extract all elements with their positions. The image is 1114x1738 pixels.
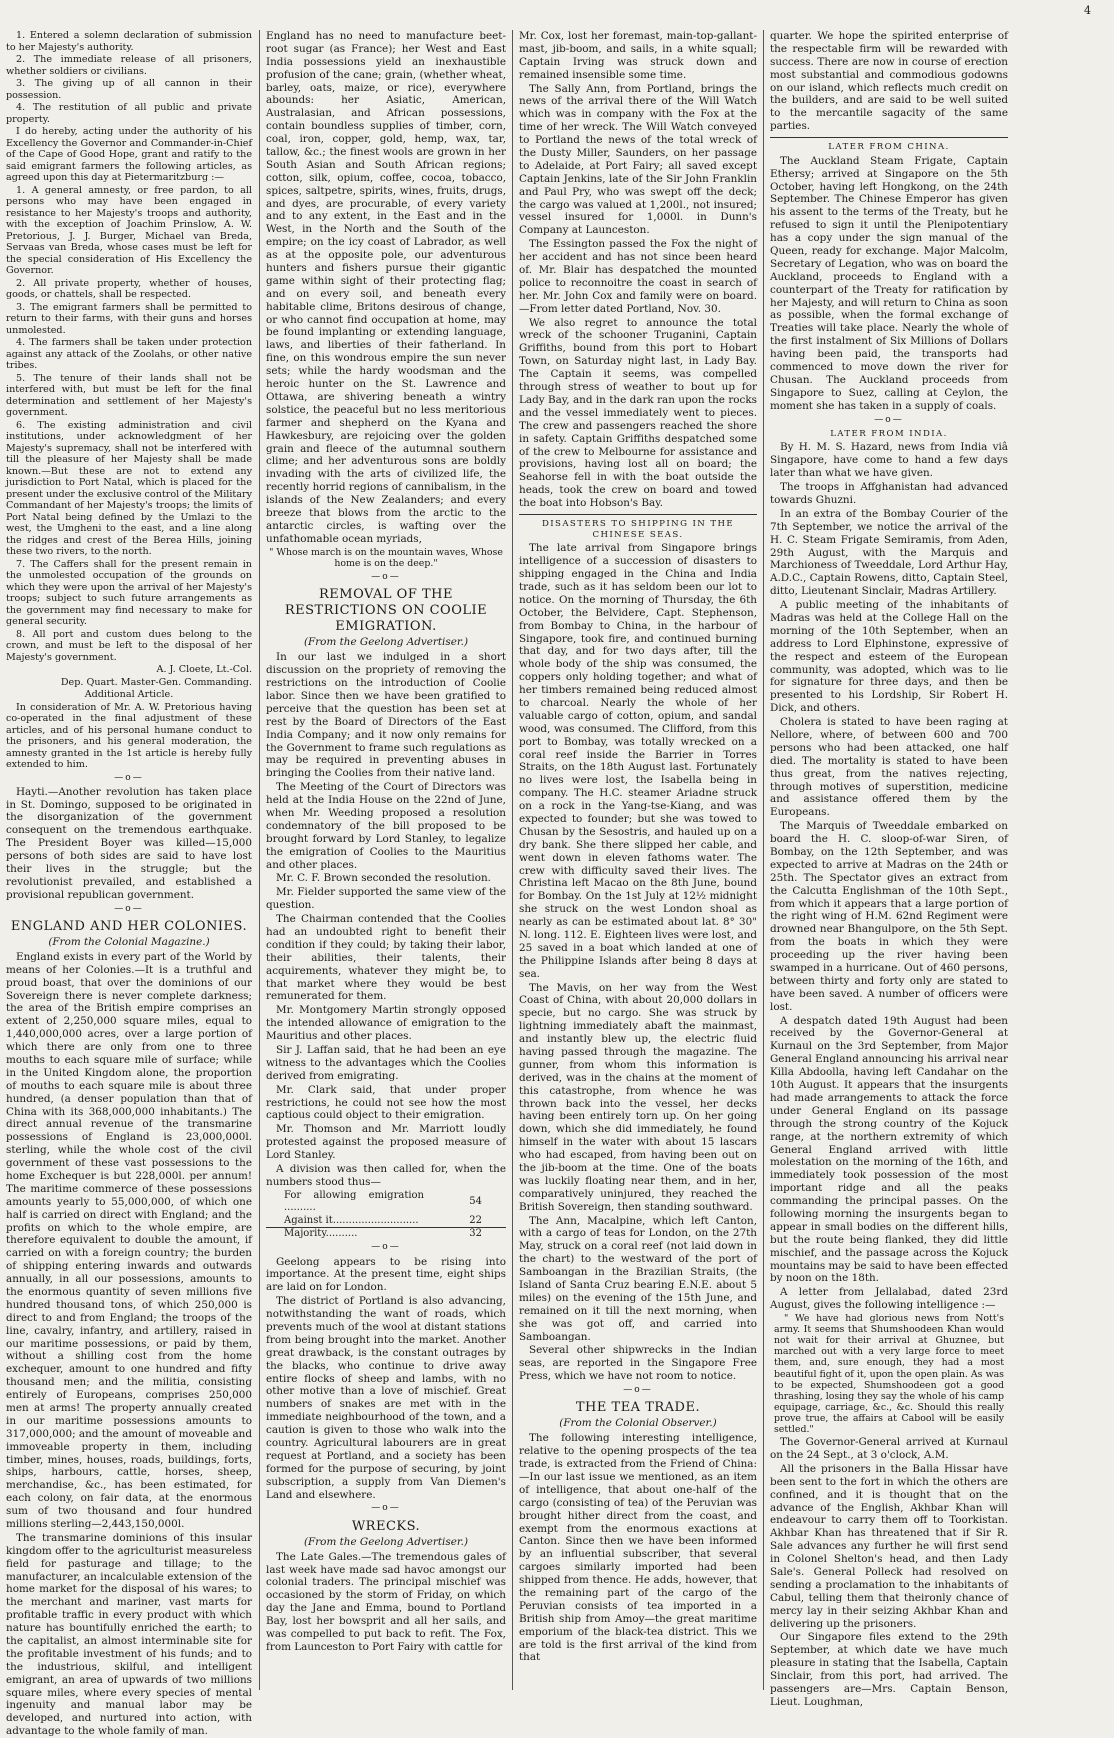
colonies-heading: ENGLAND AND HER COLONIES.: [10, 918, 248, 934]
wrecks-paragraph: The Late Gales.—The tremendous gales of last week have made sad havoc amongst our colonial traders. The principal mischief was occasioned by the storm of Friday, on which day the Jane and Emma, bound to Portland Bay, lost her bowsprit and all her sails, and was compelled to put back to refit. The Fox, from Launceston to Port Fairy with cattle for: [266, 1550, 506, 1653]
india-paragraph: A public meeting of the inhabitants of Madras was held at the College Hall on the morning of the 10th September, when an address to Lord Elphinstone, expressive of the respect and esteem of the European community, was adopted, which was to lie for signature for three days, and then be presented to his Lordship, Sir Robert H. Dick, and others.: [770, 599, 1008, 715]
additional-article-text: In consideration of Mr. A. W. Pretorious having co-operated in the final adjustment of these articles, and of his personal humane conduct to the prisoners, and his general moderation, the amnesty granted in the 1st article is hereby fully extended to him.: [6, 701, 252, 770]
vote-label: For allowing emigration ..........: [284, 1189, 424, 1214]
coolie-paragraph: The Meeting of the Court of Directors was held at the India House on the 22nd of June, when Mr. Weeding proposed a resolution condemnatory of the bill proposed to be brought forward by Lord Stanley, to legalize the emigration of Coolies to the Mauritius and other places.: [266, 781, 506, 871]
coolie-paragraph: In our last we indulged in a short discussion on the propriety of removing the restrictions on the introduction of Coolie labor. Since then we have been gratified to perceive that the question has been set at rest by the Board of Directors of the East India Company; and it now only remains for the Government to frame such regulations as may be required in preventing abuses in bringing the Coolies from their native land.: [266, 651, 506, 780]
article-item: 4. The restitution of all public and private property.: [6, 102, 252, 125]
column-rule: [763, 30, 764, 1690]
section-separator: —o—: [114, 903, 144, 914]
treaty-intro: I do hereby, acting under the authority of his Excellency the Governor and Commander-in-Chief of the Cape of Good Hope, grant and ratify to the said emigrant farmers the following articles, as agreed upon this day at Pietermaritzburg :—: [6, 126, 252, 183]
india-paragraph: The troops in Affghanistan had advanced towards Ghuzni.: [770, 481, 1008, 506]
india-paragraph: Our Singapore files extend to the 29th September, at which date we have much pleasure in stating that the Isabella, Captain Sinclair, from this port, had arrived. The passengers are—Mrs. Captain Benson, Lieut. Loughman,: [770, 1631, 1008, 1708]
coolie-paragraph: Mr. Clark said, that under proper restrictions, he could not see how the most captious could object to their emigration.: [266, 1083, 506, 1122]
section-separator: —o—: [623, 1385, 653, 1396]
india-paragraph: In an extra of the Bombay Courier of the 7th September, we notice the arrival of the H. C. Steam Frigate Semiramis, from Aden, 29th August, with the Marquis and Marchioness of Tweeddale, Lord Arthur Hay, A.D.C., Captain Rowens, ditto, Captain Steel, ditto, Lieutenant Sinclair, Madras Artillery.: [770, 507, 1008, 598]
section-separator: —o—: [874, 414, 904, 425]
article-item: 7. The Caffers shall for the present remain in the unmolested occupation of the grounds on which they were upon the arrival of her Majesty's troops; subject to such future arrangements as the government may find necessary to make for general security.: [6, 558, 252, 627]
article-item: 3. The emigrant farmers shall be permitted to return to their farms, with their guns and horses unmolested.: [6, 301, 252, 336]
coolie-paragraph: Mr. Montgomery Martin strongly opposed the intended allowance of emigration to the Mauritius and other places.: [266, 1004, 506, 1043]
divider: [519, 514, 757, 515]
article-item: 1. Entered a solemn declaration of submission to her Majesty's authority.: [6, 30, 252, 53]
section-separator: —o—: [371, 1242, 401, 1253]
colonies-continued: England has no need to manufacture beet-root sugar (as France); her West and East India possessions yield an inexhaustible profusion of the cane; grain, (whether wheat, barley, oats, maize, or rice), everywhere abounds: her Asiatic, American, Australasian, and African possessions, contain boundless supplies of timber, corn, coal, iron, copper, gold, hemp, wax, tar, tallow, &c.; the finest wools are grown in her South Asian and South African regions; cotton, silk, opium, coffee, cocoa, tobacco, spices, saltpetre, spirits, wines, fruits, drugs, and dyes, are procurable, of every variety and to any extent, in the East and in the West, in the North and the South of the empire; on the icy coast of Labrador, as well as at the opposite pole, our adventurous hunters and fishers pursue their gigantic game within sight of their protecting flag; and on every soil, and beneath every habitable clime, Britons desirous of change, or who cannot find occupation at home, may be found implanting or extending language, laws, and liberties of their fatherland. In fine, on this wondrous empire the sun never sets; while the hardy woodsman and the heroic hunter on the St. Lawrence and Ottawa, are shivering beneath a wintry solstice, the peaceful but no less meritorious farmer and shepherd on the Kyana and Hawkesbury, are rejoicing over the golden grain and fleece of the autumnal southern clime; and her adventurous sons are boldly invading with the arts of civilized life, the recently horrid regions of cannibalism, in the islands of the New Zealanders; and every breeze that blows from the arctic to the antarctic circles, is wafting over the unfathomable ocean myriads,: [266, 30, 506, 545]
section-separator: —o—: [114, 772, 144, 783]
disasters-heading: DISASTERS TO SHIPPING IN THE CHINESE SEAS.: [541, 518, 735, 540]
india-paragraph: The Governor-General arrived at Kurnaul on the 24 Sept., at 3 o'clock, A.M.: [770, 1436, 1008, 1461]
tea-source: (From the Colonial Observer.): [559, 1417, 717, 1430]
signature-title: Dep. Quart. Master-Gen. Commanding.: [60, 676, 252, 688]
coolie-paragraph: Mr. C. F. Brown seconded the resolution.: [276, 872, 491, 885]
geelong-paragraph: Geelong appears to be rising into importance. At the present time, eight ships are laid on for London.: [266, 1255, 506, 1294]
china-paragraph: The Auckland Steam Frigate, Captain Ethersy; arrived at Singapore on the 5th October, having left Hongkong, on the 24th September. The Chinese Emperor has given his assent to the terms of the Treaty, but he refused to sign it until the Plenipotentiary has a copy under the sign manual of the Queen, ready for exchange. Major Malcolm, Secretary of Legation, who was on board the Auckland, proceeds to England with a counterpart of the Treaty for ratification by her Majesty, and will return to China as soon as possible, when the formal exchange of Treaties will take place. Nearly the whole of the first instalment of Six Millions of Dollars having been paid, the transports had commenced to move down the river for Chusan. The Auckland proceeds from Singapore to Suez, calling at Ceylon, the moment she has taken in a supply of coals.: [770, 154, 1008, 412]
verse-quote: " Whose march is on the mountain waves, Whose home is on the deep.": [269, 546, 503, 570]
section-separator: —o—: [371, 571, 401, 582]
column-2: [266, 30, 506, 1690]
coolie-paragraph: Mr. Thomson and Mr. Marriott loudly protested against the proposed measure of Lord Stanley.: [266, 1123, 506, 1162]
article-item: 2. The immediate release of all prisoners, whether soldiers or civilians.: [6, 54, 252, 77]
wrecks-continued: The Essington passed the Fox the night of her accident and has not since been heard of. Mr. Blair has despatched the mounted police to reconnoitre the coast in search of her. Mr. John Cox and family were on board.—From letter dated Portland, Nov. 30.: [519, 238, 757, 315]
additional-article-heading: Additional Article.: [84, 689, 174, 700]
vote-row: [266, 1228, 506, 1241]
coolie-paragraph: The Chairman contended that the Coolies had an undoubted right to benefit their condition if they could; by taking their labor, their abilities, their talents, their acquirements, whatever they might be, to that market where they would be best remunerated for them.: [266, 913, 506, 1003]
india-paragraph: Cholera is stated to have been raging at Nellore, where, of between 600 and 700 persons who had been attacked, one half died. The mortality is stated to have been thus great, from the natives rejecting, through motives of superstition, medicine and assistance offered them by the Europeans.: [770, 716, 1008, 819]
article-item: 8. All port and custom dues belong to the crown, and must be left to the disposal of her Majesty's government.: [6, 628, 252, 663]
india-paragraph: The Marquis of Tweeddale embarked on board the H. C. sloop-of-war Siren, of Bombay, on the 12th September, and was expected to arrive at Madras on the 24th or 25th. The Spectator gives an extract from the Calcutta Englishman of the 10th Sept., from which it appears that a large portion of the right wing of H.M. 62nd Regiment were drowned near Bhangulpore, on the 5th Sept. from the boats in which they were proceeding up the river having been swamped in a hurricane. Out of 460 persons, between thirty and forty only are stated to have been saved. A number of officers were lost.: [770, 820, 1008, 1013]
india-paragraph: All the prisoners in the Balla Hissar have been sent to the fort in which the others are confined, and it is thought that on the advance of the English, Akhbar Khan will endeavour to carry them off to Toorkistan. Akhbar Khan has threatened that if Sir R. Sale advances any further he will first send in Colonel Shelton's head, and then Lady Sale's. General Polleck had resolved on sending a proclamation to the inhabitants of Cabul, telling them that theironly chance of mercy lay in their seizing Akhbar Khan and delivering up the prisoners.: [770, 1462, 1008, 1630]
vote-count: 22: [469, 1214, 482, 1226]
column-rule: [259, 30, 260, 1690]
colonies-source: (From the Colonial Magazine.): [48, 935, 210, 948]
vote-row: [266, 1215, 506, 1228]
coolie-paragraph: Sir J. Laffan said, that he had been an eye witness to the advantages which the Coolies derived from emigrating.: [266, 1044, 506, 1082]
vote-count: 54: [469, 1196, 482, 1208]
column-3: [519, 30, 757, 1690]
disasters-paragraph: The late arrival from Singapore brings intelligence of a succession of disasters to shipping engaged in the China and India trade, such as it has seldom been our lot to notice. On the morning of Thursday, the 6th October, the Belvidere, Capt. Stephenson, from Bombay to China, in the harbour of Singapore, took fire, and continued burning that day, and for two days after, till the whole body of the ship was consumed, the coppers only holding together; and what of her timbers remained being reduced almost to charcoal. Nearly the whole of her valuable cargo of cotton, opium, and sandal wood, was consumed. The Clifford, from this port to Bombay, was totally wrecked on a coral reef inside the Barrier in Torres Straits, on the 18th August last. Fortunately no lives were lost, the Isabella being in company. The H.C. steamer Ariadne struck on a rock in the Yang-tse-Kiang, and was expected to founder; but she was towed to Chusan by the Sesostris, and hauled up on a dry bank. She there slipped her cable, and went down in eleven fathoms water. The crew with difficulty saved their lives. The Christina left Macao on the 8th June, bound for Bombay. On the 1st July at 12½ midnight she struck on the west London shoal as nearly as can be estimated about lat. 8° 30" N. long. 112. E. Eighteen lives were lost, and 25 saved in a boat which landed at one of the Philippine Islands after being 8 days at sea.: [519, 542, 757, 980]
india-paragraph: A despatch dated 19th August had been received by the Governor-General at Kurnaul on the 3rd September, from Major General England announcing his arrival near Killa Abdoolla, having left Candahar on the 10th August. It appears that the insurgents had made arrangements to attack the force under General England on its passage through the strong country of the Kojuck range, at the northern extremity of which General England arrived with little molestation on the morning of the 16th, and immediately took possession of the most important ridge and all the peaks commanding the principal passes. On the following morning the insurgents began to appear in small bodies on the different hills, but the route being flanked, they did little mischief, and the passage across the Kojuck mountains may be said to have been effected by noon on the 18th.: [770, 1014, 1009, 1285]
vote-label: Against it...........................: [284, 1214, 419, 1226]
page-number: 4: [1084, 4, 1091, 17]
article-item: 6. The existing administration and civil institutions, under acknowledgment of her Majesty's supremacy, shall not be interfered with till the pleasure of her Majesty shall be made known.—But these are not to extend any jurisdiction to Port Natal, which is placed for the present under the exclusive control of the Military Commandant of her Majesty's troops; the limits of Port Natal being defined by the Umlazi to the west, the Umgheni to the east, and a line along the ridges and crest of the Berea Hills, joining these two rivers, to the north.: [6, 419, 252, 557]
coolie-source: (From the Geelong Advertiser.): [303, 636, 469, 649]
colonies-paragraph: England exists in every part of the World by means of her Colonies.—It is a truthful and proud boast, that over the dominions of our Sovereign there is never complete darkness; the area of the British empire comprises an extent of 2,250,000 square miles, equal to 1,440,000,000 acres, over a large portion of which there are only from one to three mouths to each square mile of surface; while in the United Kingdom alone, the proportion of mouths to each square mile is about three hundred, (a denser population than that of China with its 368,000,000 inhabitants.) The direct annual revenue of the transmarine possessions of England is 23,000,000l. sterling, while the whole cost of the civil government of these vast possessions to the home Exchequer is but 228,000l. per annum! The maritime commerce of these possessions amounts yearly to 55,000,000, of which one half is carried on direct with England; and the profits on which to the whole empire, are therefore equivalent to double the amount, if carried on with a foreign country; the burden of shipping entering inwards and outwards annually, in all our possessions, amounts to the enormous quantity of seven millions five hundred thousand tons, of which 250,000 is direct to and from England; the troops of the line, cavalry, infantry, and artillery, raised in our maritime possessions, or paid by them, without a shilling cost from the home exchequer, amount to one hundred and fifty thousand men; and the militia, consisting entirely of Europeans, comprises 250,000 men at arms! The property annually created in our maritime possessions amounts to 317,000,000; and the amount of moveable and immoveable property in them, including timber, mines, houses, roads, buildings, forts, ships, harbours, cattle, horses, sheep, merchandise, &c., has been estimated, for each colony, on fair data, at the enormous sum of two thousand and four hundred millions sterling—2,443,150,000l.: [6, 950, 252, 1531]
article-item: 4. The farmers shall be taken under protection against any attack of the Zoolahs, or other native tribes.: [6, 337, 252, 371]
disasters-paragraph: Several other shipwrecks in the Indian seas, are reported in the Singapore Free Press, which we have not room to notice.: [519, 1344, 757, 1383]
article-item: 3. The giving up of all cannon in their possession.: [6, 78, 252, 101]
disasters-paragraph: The Mavis, on her way from the West Coast of China, with about 20,000 dollars in specie, but no cargo. She was struck by lightning immediately abaft the mainmast, and instantly blew up, the electric fluid having passed through the magazine. The gunner, from whom this information is derived, was in the chains at the moment of this catastrophe, from whence he was thrown back into the vessel, her decks having been entirely torn up. On her going down, which she did immediately, he found himself in the water with about 15 lascars who had escaped, from having been out on the jib-boom at the time. One of the boats was luckily floating near them, and in her, comparatively uninjured, they reached the British Sovereign, then standing southward.: [519, 981, 757, 1213]
section-separator: —o—: [371, 1503, 401, 1514]
letter-quote: " We have had glorious news from Nott's army. It seems that Shumshoodeen Khan would not wait for their arrival at Ghuznee, but marched out with a very large force to meet them, and, sure enough, they had a most beautiful fight of it, upon the open plain. As was to be expected, Shumshoodeen got a good thrashing, losing they say the whole of his camp equipage, carriage, &c., &c. Should this really prove true, the affairs at Cabool will be easily settled.": [774, 1313, 1004, 1436]
india-heading: LATER FROM INDIA.: [830, 428, 948, 439]
coolie-heading: REMOVAL OF THE RESTRICTIONS ON COOLIE EMIGRATION.: [284, 587, 488, 635]
column-rule: [512, 30, 513, 1690]
wrecks-continued: Mr. Cox, lost her foremast, main-top-gallant-mast, jib-boom, and sails, in a white squall; Captain Irving was struck down and remained insensible some time.: [519, 30, 757, 81]
tea-continued: quarter. We hope the spirited enterprise of the respectable firm will be rewarded with success. There are now in course of erection most substantial and commodious godowns on our island, which reflects much credit on the builders, and are said to be well suited to the mercantile sagacity of the same parties.: [770, 30, 1008, 133]
coolie-paragraph: A division was then called for, when the numbers stood thus—: [266, 1163, 506, 1188]
signature: A. J. Cloete, Lt.-Col.: [156, 664, 252, 675]
vote-row: [266, 1190, 506, 1215]
hayti-paragraph: Hayti.—Another revolution has taken place in St. Domingo, supposed to be originated in the disorganization of the government consequent on the tremendous earthquake. The President Boyer was killed—15,000 persons of both sides are said to have lost their lives in the struggle; but the revolutionist prevailed, and established a provisional republican government.: [6, 785, 252, 901]
article-item: 1. A general amnesty, or free pardon, to all persons who may have been engaged in resistance to her Majesty's troops and authority, with the exception of Joachim Prinslow, A. W. Pretorious, J. J. Burger, Michael van Breda, Servaas van Breda, whose cases must be left for the special consideration of His Excellency the Governor.: [6, 184, 252, 276]
column-4: [770, 30, 1009, 1708]
wrecks-continued: The Sally Ann, from Portland, brings the news of the arrival there of the Will Watch which was in company with the Fox at the time of her wreck. The Will Watch conveyed to Portland the news of the total wreck of the Dusty Miller, Saunders, on her passage to Adelaide, at Port Fairy; all saved except Captain Jenkins, late of the Sir John Franklin and Paul Pry, who was swept off the deck; the cargo was valued at 1,200l., not insured; vessel insured for 1,000l. in Dunn's Company at Launceston.: [519, 82, 757, 237]
geelong-paragraph: The district of Portland is also advancing, notwithstanding the want of roads, which prevents much of the wool at distant stations from being brought into the market. Another great drawback, is the constant outrages by the blacks, who continue to drive away entire flocks of sheep and lambs, with no other motive than a love of mischief. Great numbers of snakes are met with in the immediate neighbourhood of the town, and a caution is given to those who walk into the country. Agricultural labourers are in great request at Portland, and a society has been formed for the purpose of securing, by joint subscription, a supply from Van Diemen's Land and elsewhere.: [266, 1295, 506, 1501]
tea-heading: THE TEA TRADE.: [575, 1400, 701, 1416]
colonies-paragraph: The transmarine dominions of this insular kingdom offer to the agriculturist measureless field for pasturage and tillage; to the manufacturer, an incalculable extension of the home market for the disposal of his wares; to the merchant and mariner, vast marts for profitable traffic in every product with which nature has bountifully enriched the earth; to the capitalist, an almost interminable site for the profitable investment of his funds; and to the industrious, skilful, and intelligent emigrant, an area of upwards of two millions square miles, where every species of mental ingenuity and manual labor may be developed, and nurtured into action, with advantage to the whole family of man.: [6, 1531, 252, 1738]
wrecks-continued: We also regret to announce the total wreck of the schooner Truganini, Captain Griffiths, bound from this port to Hobart Town, on Saturday night last, in Lady Bay. The Captain it seems, was compelled through stress of weather to bout up for Lady Bay, and in the dark ran upon the rocks and the vessel immediately went to pieces. The crew and passengers reached the shore in safety. Captain Griffiths despatched some of the crew to Melbourne for assistance and provisions, having lost all on board; the Seahorse fell in with the boat outside the heads, took the crew on board and towed the boat into Hobson's Bay.: [519, 316, 757, 510]
vote-count: 32: [424, 1228, 506, 1241]
wrecks-heading: WRECKS.: [351, 1518, 421, 1534]
disasters-paragraph: The Ann, Macalpine, which left Canton, with a cargo of teas for London, on the 27th May, struck on a coral reef (not laid down in the chart) to the westward of the port of Samboangan in the Brazilian Straits, (the Island of Santa Cruz bearing E.N.E. about 5 miles) on the evening of the 15th June, and remained on it till the next morning, when she was got off, and carried into Samboangan.: [519, 1214, 757, 1343]
coolie-paragraph: Mr. Fielder supported the same view of the question.: [266, 886, 506, 912]
article-item: 2. All private property, whether of houses, goods, or chattels, shall be respected.: [6, 277, 252, 300]
column-1: [6, 30, 252, 1738]
india-paragraph: A letter from Jellalabad, dated 23rd August, gives the following intelligence :—: [770, 1286, 1008, 1312]
vote-label: Majority..........: [266, 1228, 424, 1241]
tea-paragraph: The following interesting intelligence, relative to the opening prospects of the tea trade, is extracted from the Friend of China:—In our last issue we mentioned, as an item of intelligence, that about one-half of the cargo (consisting of tea) of the Peruvian was brought hither direct from the coast, and exempt from the enormous exactions at Canton. Since then we have been informed by an influential subscriber, that several cargoes similarly imported had been shipped from thence. He adds, however, that the remaining part of the cargo of the Peruvian consists of tea imported in a British ship from Amoy—the great maritime emporium of the black-tea district. This we are told is the first arrival of the kind from that: [519, 1432, 757, 1664]
india-paragraph: By H. M. S. Hazard, news from India viâ Singapore, have come to hand a few days later than what we have given.: [770, 441, 1008, 480]
china-heading: LATER FROM CHINA.: [828, 142, 950, 153]
divider: [770, 137, 1008, 138]
article-item: 5. The tenure of their lands shall not be interfered with, but must be left for the final determination and settlement of her Majesty's government.: [6, 372, 252, 418]
wrecks-source: (From the Geelong Advertiser.): [303, 1535, 469, 1548]
vote-table: [266, 1190, 506, 1241]
